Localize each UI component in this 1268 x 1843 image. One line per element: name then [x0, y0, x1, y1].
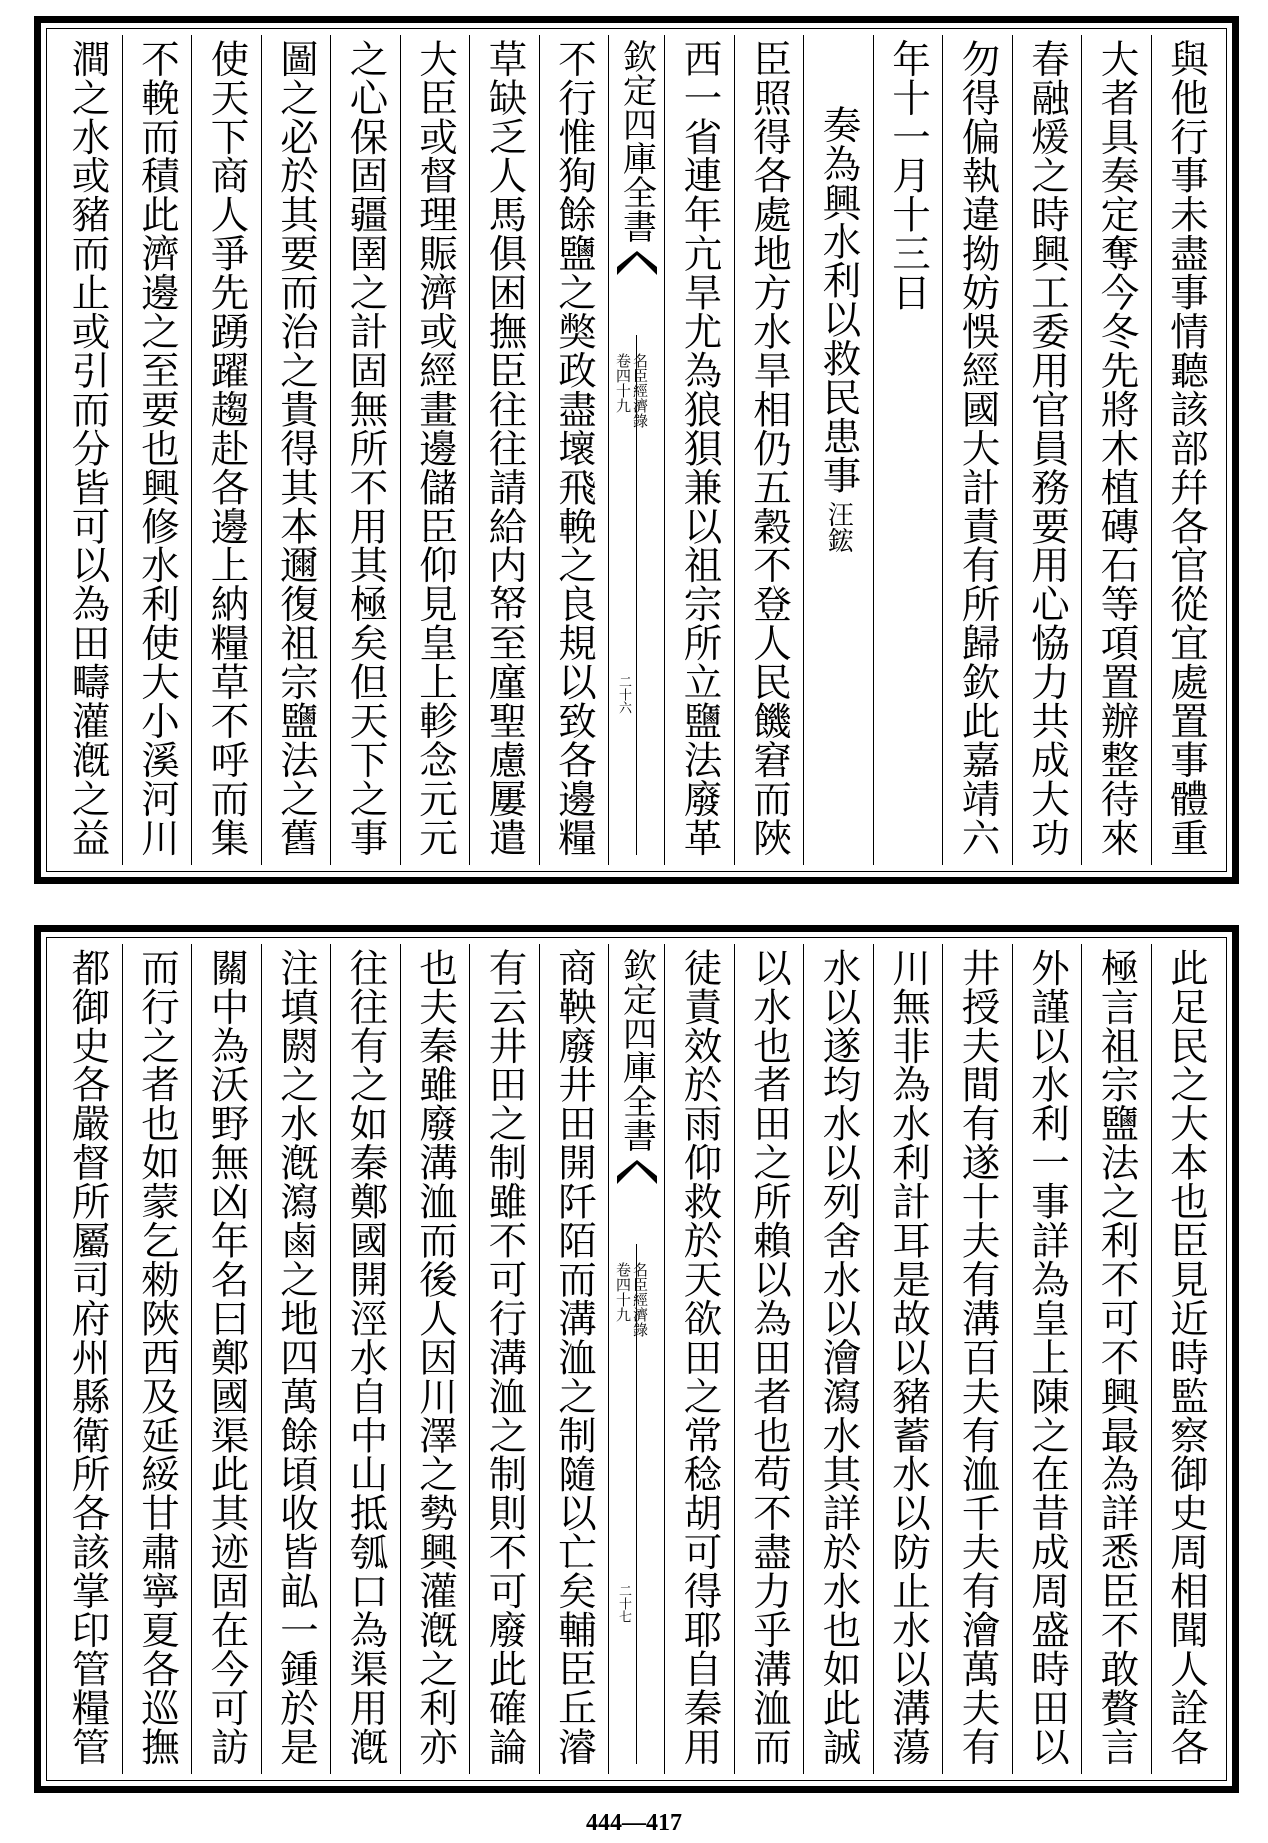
text-column: [1151, 944, 1221, 1774]
text-column: [122, 35, 192, 865]
volume-number: 卷四十九: [614, 353, 632, 413]
text-column: [539, 35, 609, 865]
column-text: 草缺乏人馬俱困撫臣往往請給内帑至廑聖慮屢遣: [482, 39, 528, 857]
text-column: [122, 944, 192, 1774]
text-column: [469, 35, 539, 865]
book-title: [615, 1262, 647, 1337]
text-column: [469, 944, 539, 1774]
text-column: [1081, 35, 1151, 865]
column-text: 不行惟狥餘鹽之獘政盡壞飛輓之良規以致各邊糧: [552, 39, 597, 857]
column-text: 也夫秦雖廢溝洫而後人因川澤之勢興灌漑之利亦: [413, 948, 458, 1766]
column-text: 有云井田之制雖不可行溝洫之制則不可廢此確論: [482, 948, 528, 1766]
text-column: [539, 944, 609, 1774]
column-text: 都御史各嚴督所屬司府州縣衛所各該掌印管糧管: [65, 948, 111, 1766]
fish-tail-mark-icon: [615, 249, 659, 277]
text-column: [53, 944, 122, 1774]
library-title: 欽定四庫全書: [616, 39, 657, 243]
column-text: 此足民之大本也臣見近時監察御史周相聞人詮各: [1164, 948, 1209, 1766]
text-column: [664, 944, 734, 1774]
column-text: 極言祖宗鹽法之利不可不興最為詳悉臣不敢贅言: [1094, 948, 1140, 1766]
folio-number: 二十六: [616, 675, 631, 714]
text-column: [942, 944, 1012, 1774]
column-text: 不輓而積此濟邊之至要也興修水利使大小溪河川: [135, 39, 180, 857]
text-column: [664, 35, 734, 865]
text-column: [191, 35, 261, 865]
text-column: [803, 944, 873, 1774]
column-text: 關中為沃野無凶年名曰鄭國渠此其迹固在今可訪: [204, 948, 250, 1766]
text-column: [1151, 35, 1221, 865]
text-column: [1081, 944, 1151, 1774]
top-columns: [53, 35, 1220, 865]
column-text: 勿得偏執違拗妨悞經國大計責有所歸欽此嘉靖六: [955, 39, 1001, 857]
column-text: 之心保固疆圉之計固無所不用其極矣但天下之事: [343, 39, 389, 857]
column-text: 臣照得各處地方水旱相仍五穀不登人民饑窘而陜: [747, 39, 792, 857]
column-text: 以水也者田之所賴以為田者也苟不盡力乎溝洫而: [747, 948, 792, 1766]
column-text: 與他行事未盡事情聽該部幷各官從宜處置事體重: [1164, 39, 1209, 857]
text-column: [53, 35, 122, 865]
text-column: [942, 35, 1012, 865]
text-column: [400, 944, 470, 1774]
column-text: 商鞅廢井田開阡陌而溝洫之制隨以亡矣輔臣丘濬: [552, 948, 597, 1766]
column-text: 大者具奏定奪今冬先將木植磚石等項置辦整待來: [1094, 39, 1140, 857]
fish-tail-mark-icon: [615, 1158, 659, 1186]
bottom-page: [34, 925, 1239, 1793]
bottom-columns: [53, 944, 1220, 1774]
column-text: 注填閼之水漑瀉鹵之地四萬餘頃收皆畆一鍾於是: [274, 948, 319, 1766]
book-name: 名臣經濟錄: [631, 1262, 649, 1337]
text-column: [330, 944, 400, 1774]
author-name: 汪鋐: [823, 500, 854, 553]
column-text: 井授夫間有遂十夫有溝百夫有洫千夫有澮萬夫有: [955, 948, 1001, 1766]
library-title: 欽定四庫全書: [616, 948, 657, 1152]
column-text: 圖之必於其要而治之貴得其本邇復祖宗鹽法之舊: [274, 39, 319, 857]
column-text: 川無非為水利計耳是故以豬蓄水以防止水以溝蕩: [886, 948, 931, 1766]
column-text: 而行之者也如蒙乞勑陜西及延綏甘肅寧夏各巡撫: [135, 948, 180, 1766]
column-text: 大臣或督理賑濟或經畫邊儲臣仰見皇上軫念元元: [413, 39, 458, 857]
top-page: [34, 16, 1239, 884]
text-column: [400, 35, 470, 865]
text-column: [734, 944, 804, 1774]
page-number: 444—417: [586, 1810, 682, 1836]
book-title: [615, 353, 647, 428]
text-column: [873, 944, 943, 1774]
text-column: [1012, 35, 1082, 865]
memorial-title: 奏為興水利以救民患事: [816, 105, 862, 495]
text-column: [191, 944, 261, 1774]
column-text: 澗之水或豬而止或引而分皆可以為田疇灌漑之益: [65, 39, 111, 857]
column-text: 往往有之如秦鄭國開涇水自中山抵瓠口為渠用漑: [343, 948, 389, 1766]
title-column: [803, 35, 873, 865]
folio-number: 二十七: [616, 1584, 631, 1623]
column-text: 水以遂均水以列舍水以澮瀉水其詳於水也如此誠: [816, 948, 862, 1766]
text-column: [1012, 944, 1082, 1774]
column-text: 使天下商人爭先踴躍趨赴各邊上納糧草不呼而集: [204, 39, 250, 857]
column-text: 年十一月十三日: [886, 39, 931, 312]
book-name: 名臣經濟錄: [631, 353, 649, 428]
center-margin: [608, 35, 664, 865]
text-column: [261, 944, 331, 1774]
column-text: 徒責效於雨仰救於天欲田之常稔胡可得耶自秦用: [677, 948, 723, 1766]
volume-number: 卷四十九: [614, 1262, 632, 1322]
text-column: [261, 35, 331, 865]
column-text: 外謹以水利一事詳為皇上陳之在昔成周盛時田以: [1025, 948, 1070, 1766]
text-column: [330, 35, 400, 865]
column-text: 春融煖之時興工委用官員務要用心恊力共成大功: [1025, 39, 1070, 857]
text-column: [734, 35, 804, 865]
column-text: 西一省連年亢旱尤為狼狽兼以祖宗所立鹽法廢革: [677, 39, 723, 857]
center-margin: [608, 944, 664, 1774]
text-column: [873, 35, 943, 865]
